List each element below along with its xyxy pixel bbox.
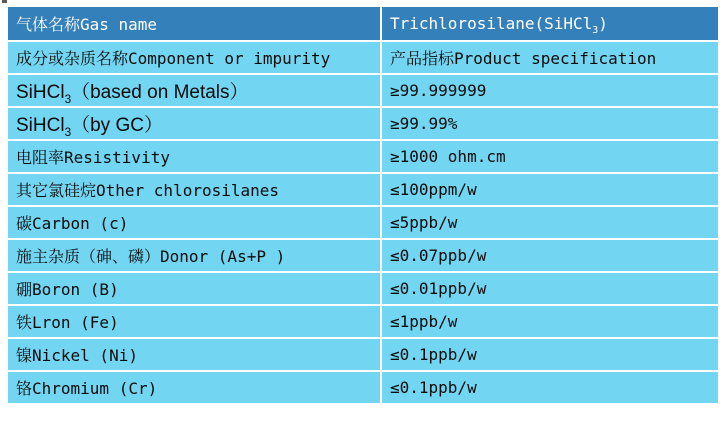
component-label bbox=[8, 207, 380, 238]
component-label bbox=[8, 42, 380, 73]
component-label-text: 成分或杂质名称Component or impurity bbox=[16, 49, 331, 68]
spec-value: ≥99.999999 bbox=[382, 75, 718, 106]
component-label-suffix: （based on Metals） bbox=[71, 82, 249, 103]
table-row bbox=[8, 141, 718, 172]
spec-value: ≤1ppb/w bbox=[382, 306, 718, 337]
component-label-text: 铬Chromium (Cr) bbox=[16, 379, 158, 398]
component-label bbox=[8, 141, 380, 172]
header-product-name bbox=[382, 7, 718, 40]
component-label bbox=[8, 273, 380, 304]
table-row bbox=[8, 372, 718, 403]
component-label-text: 铁Lron (Fe) bbox=[16, 313, 119, 332]
table-row bbox=[8, 240, 718, 271]
component-label-text: 碳Carbon (c) bbox=[16, 214, 129, 233]
spec-value: ≤0.01ppb/w bbox=[382, 273, 718, 304]
gas-specification-table bbox=[6, 5, 720, 405]
component-label bbox=[8, 372, 380, 403]
spec-value: ≤0.1ppb/w bbox=[382, 339, 718, 370]
component-label bbox=[8, 339, 380, 370]
component-label bbox=[8, 240, 380, 271]
component-label-text: SiHCl bbox=[16, 82, 65, 103]
table-row bbox=[8, 273, 718, 304]
spec-value: ≤5ppb/w bbox=[382, 207, 718, 238]
component-label-subscript: 3 bbox=[64, 92, 72, 106]
table-header-row bbox=[8, 7, 718, 40]
product-name-text: Trichlorosilane(SiHCl bbox=[390, 14, 593, 33]
spec-value: ≤0.1ppb/w bbox=[382, 372, 718, 403]
spec-value: 产品指标Product specification bbox=[382, 42, 718, 73]
product-name-close: ) bbox=[598, 14, 608, 33]
table-row bbox=[8, 42, 718, 73]
table-row bbox=[8, 306, 718, 337]
component-label-text: SiHCl bbox=[16, 115, 65, 136]
component-label bbox=[8, 174, 380, 205]
table-row bbox=[8, 174, 718, 205]
spec-value: ≤100ppm/w bbox=[382, 174, 718, 205]
component-label bbox=[8, 75, 380, 106]
spec-value: ≥99.99% bbox=[382, 108, 718, 139]
component-label-text: 其它氯硅烷Other chlorosilanes bbox=[16, 181, 280, 200]
component-label-text: 硼Boron (B) bbox=[16, 280, 119, 299]
table-row bbox=[8, 108, 718, 139]
component-label bbox=[8, 108, 380, 139]
component-label bbox=[8, 306, 380, 337]
component-label-suffix: （by GC） bbox=[71, 115, 163, 136]
product-name-subscript: 3 bbox=[592, 25, 599, 37]
component-label-subscript: 3 bbox=[64, 125, 72, 139]
table-row bbox=[8, 75, 718, 106]
component-label-text: 镍Nickel (Ni) bbox=[16, 346, 138, 365]
component-label-text: 施主杂质（砷、磷）Donor (As+P ) bbox=[16, 247, 286, 266]
table-row bbox=[8, 339, 718, 370]
spec-value: ≥1000 ohm.cm bbox=[382, 141, 718, 172]
table-row bbox=[8, 207, 718, 238]
screenshot-artifact bbox=[2, 0, 7, 3]
spec-value: ≤0.07ppb/w bbox=[382, 240, 718, 271]
header-gas-name: 气体名称Gas name bbox=[8, 7, 380, 40]
component-label-text: 电阻率Resistivity bbox=[16, 148, 170, 167]
